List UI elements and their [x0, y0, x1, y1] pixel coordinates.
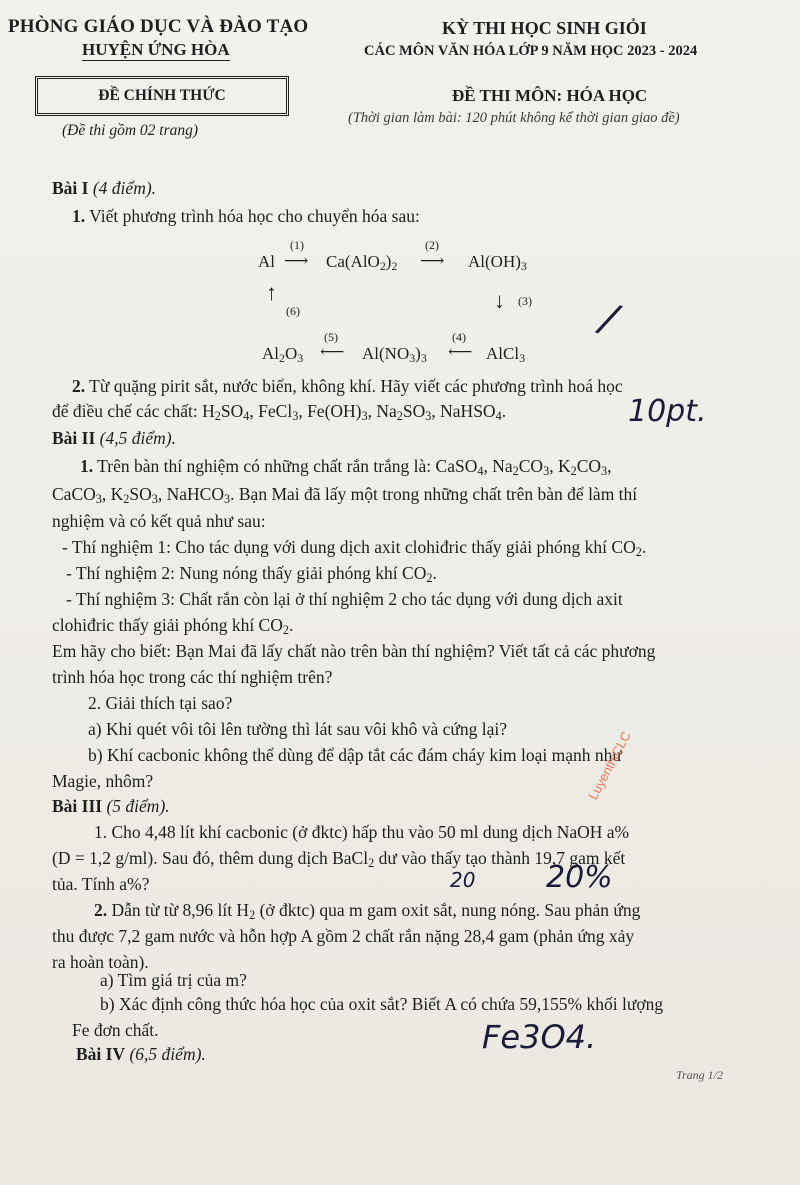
- section-1-q2-line1: 2. Từ quặng pirit sắt, nước biển, không khí. Hãy viết các phương trình hoá học: [72, 376, 623, 396]
- section-3-line: a) Tìm giá trị của m?: [100, 970, 247, 990]
- handwritten-score: 10pt.: [628, 394, 707, 429]
- scheme-n1: (1): [290, 238, 304, 252]
- scheme-n2: (2): [425, 238, 439, 252]
- handwritten-20: 20: [450, 868, 476, 892]
- watermark: LuyenthiCLC: [585, 728, 634, 803]
- section-3-line: thu được 7,2 gam nước và hỗn hợp A gồm 2 chất rắn nặng 28,4 gam (phản ứng xảy: [52, 926, 635, 946]
- section-1-points: (4 điểm).: [92, 178, 157, 198]
- arrow-left-icon: ⟵: [448, 342, 473, 361]
- section-2-line: b) Khí cacbonic không thể dùng để dập tắt các đám cháy kim loại mạnh như: [88, 745, 622, 765]
- section-2-line: - Thí nghiệm 3: Chất rắn còn lại ở thí nghiệm 2 cho tác dụng với dung dịch axit: [66, 589, 623, 609]
- section-1-title: Bài I: [52, 178, 89, 198]
- exam-subtitle: CÁC MÔN VĂN HÓA LỚP 9 NĂM HỌC 2023 - 2024: [364, 43, 698, 59]
- scheme-n6: (6): [286, 304, 300, 318]
- section-1-q2-line2: để điều chế các chất: $H_2SO_4$, FeCl$_3$, $Fe(OH)_3$, $Na_2SO_3$, NaHSO$_4$.: [52, 401, 507, 423]
- scheme-n3: (3): [518, 294, 532, 308]
- handwritten-20-percent: 20%: [546, 860, 613, 895]
- scheme-n5: (5): [324, 330, 338, 344]
- section-2-line: Magie, nhôm?: [52, 771, 154, 791]
- section-2-line: clohiđric thấy giải phóng khí $CO_2$.: [52, 615, 294, 637]
- section-3-line: Fe đơn chất.: [72, 1020, 159, 1040]
- scheme-aloh3: $Al(OH)_3$: [468, 252, 527, 273]
- district-name: HUYỆN ỨNG HÒA: [82, 40, 230, 59]
- arrow-right-icon: ⟶: [420, 251, 445, 270]
- scheme-n4: (4): [452, 330, 466, 344]
- section-3-line: 1. Cho 4,48 lít khí cacbonic (ở đktc) hấp thu vào 50 ml dung dịch NaOH a%: [94, 822, 630, 842]
- section-2-line: - Thí nghiệm 2: Nung nóng thấy giải phóng khí $CO_2$.: [66, 563, 437, 585]
- section-3-points: (5 điểm).: [106, 796, 170, 816]
- arrow-left-icon: ⟵: [320, 342, 345, 361]
- scheme-al2o3: $Al_2O_3$: [262, 344, 304, 365]
- subject-title: ĐỀ THI MÔN: HÓA HỌC: [452, 86, 648, 105]
- section-2-line: CaCO$_3$, $K_2SO_3$, NaHCO$_3$. Bạn Mai đã lấy một trong những chất trên bàn để làm thí: [52, 484, 638, 506]
- section-2-line: - Thí nghiệm 1: Cho tác dụng với dung dịch axit clohiđric thấy giải phóng khí $CO_2$.: [62, 537, 647, 559]
- handwritten-fe3o4: Fe3O4.: [482, 1018, 597, 1056]
- section-3-line: (D = 1,2 g/ml). Sau đó, thêm dung dịch BaCl$_2$ dư vào thấy tạo thành 19,7 gam kết: [52, 848, 626, 870]
- section-3-line: b) Xác định công thức hóa học của oxit sắt? Biết A có chứa 59,155% khối lượng: [100, 994, 664, 1014]
- section-4-heading: [76, 1044, 206, 1065]
- section-2-title: Bài II: [52, 428, 96, 448]
- conversion-scheme: [240, 236, 570, 376]
- arrow-down-icon: ↓: [494, 288, 505, 313]
- scheme-alcl3: AlCl$_3$: [486, 344, 526, 365]
- pages-note: (Đề thi gồm 02 trang): [62, 122, 199, 139]
- handwritten-slash: /: [595, 295, 622, 343]
- section-2-line: 1. Trên bàn thí nghiệm có những chất rắn trắng là: CaSO$_4$, $Na_2CO_3$, $K_2CO_3$,: [80, 456, 612, 478]
- page-number: Trang 1/2: [676, 1068, 724, 1082]
- section-3-line: 2. Dẫn từ từ 8,96 lít $H_2$ (ở đktc) qua m gam oxit sắt, nung nóng. Sau phản ứng: [94, 900, 641, 922]
- department-name: PHÒNG GIÁO DỤC VÀ ĐÀO TẠO: [8, 16, 309, 37]
- section-2-line: a) Khi quét vôi tôi lên tường thì lát sau vôi khô và cứng lại?: [88, 719, 507, 739]
- arrow-right-icon: ⟶: [284, 251, 309, 270]
- scheme-alno33: $Al(NO_3)_3$: [362, 344, 427, 365]
- section-1-q1: 1. Viết phương trình hóa học cho chuyển hóa sau:: [72, 206, 420, 226]
- exam-title: KỲ THI HỌC SINH GIỎI: [442, 18, 647, 38]
- section-3-title: Bài III: [52, 796, 103, 816]
- section-2-points: (4,5 điểm).: [99, 428, 176, 448]
- section-4-title: Bài IV: [76, 1044, 126, 1064]
- time-note: (Thời gian làm bài: 120 phút không kể thời gian giao đề): [348, 110, 680, 126]
- official-label: ĐỀ CHÍNH THỨC: [98, 87, 226, 104]
- section-3-heading: [52, 796, 170, 817]
- section-2-line: 2. Giải thích tại sao?: [88, 693, 233, 713]
- scheme-caalo2: $Ca(AlO_2)_2$: [326, 252, 398, 273]
- section-4-points: (6,5 điểm).: [129, 1044, 206, 1064]
- scheme-al: Al: [258, 252, 275, 271]
- section-2-line: Em hãy cho biết: Bạn Mai đã lấy chất nào trên bàn thí nghiệm? Viết tất cả các phương: [52, 641, 656, 661]
- section-3-line: ra hoàn toàn).: [52, 952, 149, 972]
- arrow-up-icon: ↑: [266, 280, 277, 305]
- section-1-heading: [52, 178, 156, 199]
- official-exam-box: [35, 76, 289, 116]
- section-2-line: trình hóa học trong các thí nghiệm trên?: [52, 667, 333, 687]
- section-2-line: nghiệm và có kết quả như sau:: [52, 511, 266, 531]
- section-3-line: tủa. Tính a%?: [52, 874, 150, 894]
- section-2-heading: [52, 428, 176, 449]
